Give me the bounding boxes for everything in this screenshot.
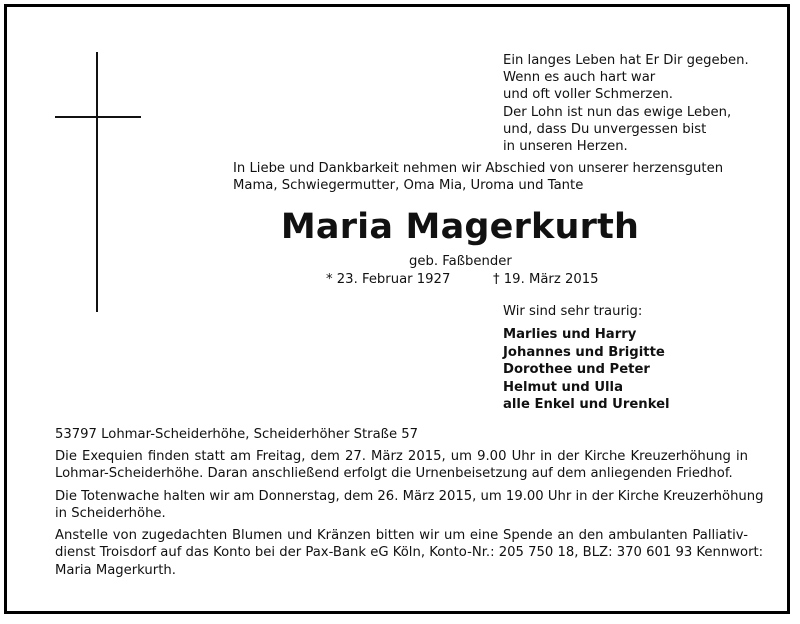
wake-paragraph bbox=[55, 488, 764, 523]
address: 53797 Lohmar-Scheiderhöhe, Scheiderhöher Straße 57 bbox=[55, 427, 419, 442]
deceased-name: Maria Magerkurth bbox=[280, 207, 640, 247]
paragraph-line: Lohmar-Scheiderhöhe. Daran anschließend erfolgt die Urnenbeisetzung auf dem anliegenden Friedhof. bbox=[55, 466, 733, 482]
mourner-name: Dorothee und Peter bbox=[503, 362, 650, 378]
paragraph-line: Anstelle von zugedachten Blumen und Kränzen bitten wir um eine Spende an den ambulanten Palliativ- bbox=[55, 528, 748, 543]
intro-line: In Liebe und Dankbarkeit nehmen wir Abschied von unserer herzensguten bbox=[233, 161, 724, 176]
poem-line: Der Lohn ist nun das ewige Leben, bbox=[503, 104, 732, 120]
donation-paragraph bbox=[55, 527, 764, 579]
mourner-name: Johannes und Brigitte bbox=[503, 344, 665, 360]
poem-line: Wenn es auch hart war bbox=[503, 70, 656, 86]
paragraph-line: Maria Magerkurth. bbox=[55, 562, 176, 578]
poem-line: Ein langes Leben hat Er Dir gegeben. bbox=[503, 53, 749, 68]
birth-date: * 23. Februar 1927 bbox=[326, 272, 451, 287]
mourner-name: Marlies und Harry bbox=[503, 327, 637, 342]
paragraph-line: Die Exequien finden statt am Freitag, dem 27. März 2015, um 9.00 Uhr in der Kirche Kreuzerhöhung in bbox=[55, 449, 748, 464]
poem-line: und, dass Du unvergessen bist bbox=[503, 121, 707, 137]
mourners-heading: Wir sind sehr traurig: bbox=[503, 304, 643, 319]
poem bbox=[503, 52, 749, 155]
paragraph-line: in Scheiderhöhe. bbox=[55, 506, 166, 522]
intro-text bbox=[233, 160, 723, 194]
exequies-paragraph bbox=[55, 448, 748, 483]
cross-icon-bar bbox=[55, 116, 141, 118]
paragraph-line: dienst Troisdorf auf das Konto bei der Pax-Bank eG Köln, Konto-Nr.: 205 750 18, BLZ: 370 601 93 Kennwort: bbox=[55, 545, 764, 561]
intro-line: Mama, Schwiegermutter, Oma Mia, Uroma und Tante bbox=[233, 178, 584, 194]
paragraph-line: Die Totenwache halten wir am Donnerstag, dem 26. März 2015, um 19.00 Uhr in der Kirche Kreuzerhöhung bbox=[55, 489, 764, 504]
born-name: geb. Faßbender bbox=[409, 254, 512, 269]
mourners-list bbox=[503, 326, 670, 414]
poem-line: in unseren Herzen. bbox=[503, 139, 628, 155]
cross-icon bbox=[96, 52, 98, 312]
mourner-name: alle Enkel und Urenkel bbox=[503, 397, 670, 413]
mourner-name: Helmut und Ulla bbox=[503, 379, 623, 395]
poem-line: und oft voller Schmerzen. bbox=[503, 87, 673, 103]
death-date: † 19. März 2015 bbox=[493, 272, 599, 287]
